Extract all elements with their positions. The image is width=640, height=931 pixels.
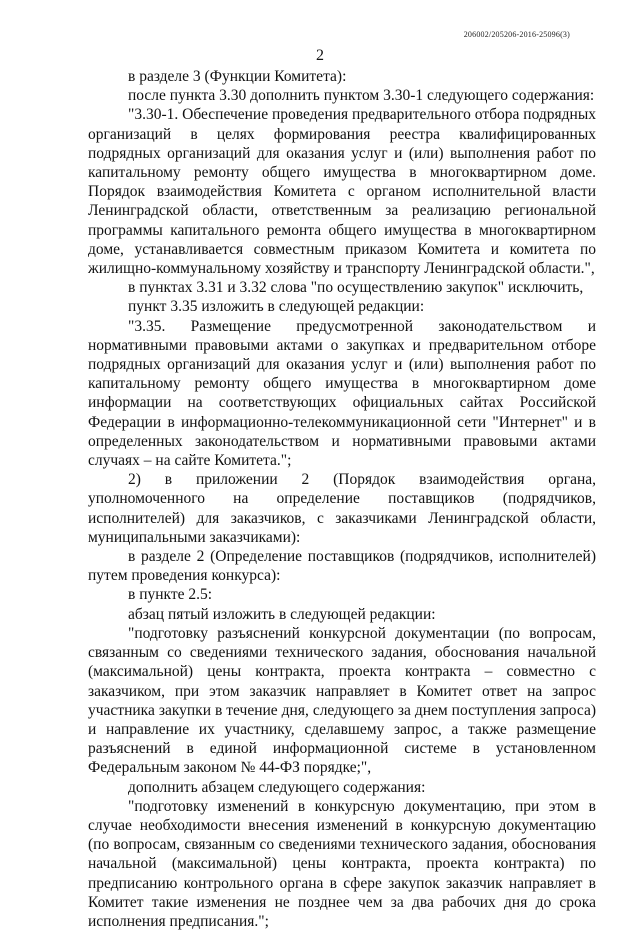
paragraph: в разделе 3 (Функции Комитета): [128, 68, 347, 85]
paragraph: дополнить абзацем следующего содержания: [128, 778, 426, 796]
paragraph: в пунктах 3.31 и 3.32 слова "по осуществлению закупок" исключить, [128, 279, 584, 297]
document-body [88, 67, 596, 931]
paragraph: 2) в приложении 2 (Порядок взаимодействия органа, уполномоченного на определение поставщиков (подрядчиков, исполнителей) для заказчиков, с заказчиками Ленинградской области, муниципальными заказчиками): [88, 471, 596, 546]
paragraph: "3.30-1. Обеспечение проведения предварительного отбора подрядных организаций в целях формирования реестра квалифицированных подрядных организаций для оказания услуг и (или) выполнения работ по капитальному ремонту общего имущества в многоквартирном доме. Порядок взаимодействия Комитета с органом исполнительной власти Ленинградской области, ответственным за реализацию региональной программы капитального ремонта общего имущества в многоквартирном доме, устанавливается совместным приказом Комитета и комитета по жилищно-коммунальному хозяйству и транспорту Ленинградской области.", [88, 106, 596, 278]
paragraph: "3.35. Размещение предусмотренной законодательством и нормативными правовыми актами о закупках и предварительном отборе подрядных организаций для оказания услуг и (или) выполнения работ по капитальному ремонту общего имущества в многоквартирном доме информации на соответствующих официальных сайтах Российской Федерации в информационно-телекоммуникационной сети "Интернет" и в определенных законодательством и нормативными правовыми актами случаях – на сайте Комитета."; [88, 317, 596, 470]
paragraph: в разделе 2 (Определение поставщиков (подрядчиков, исполнителей) путем проведения конкурса): [88, 548, 596, 585]
paragraph: "подготовку разъяснений конкурсной документации (по вопросам, связанным со сведениями технического задания, обоснования начальной (максимальной) цены контракта, проекта контракта – совместно с заказчиком, при этом заказчик направляет в Комитет ответ на запрос участника закупки в течение дня, следующего за днем поступления запроса) и направление их участнику, сделавшему запрос, а также размещение разъяснений в единой информационной системе в установленном Федеральным законом № 44-ФЗ порядке;", [88, 624, 596, 777]
paragraph: "подготовку изменений в конкурсную документацию, при этом в случае необходимости внесения изменений в конкурсную документацию (по вопросам, связанным со сведениями технического задания, обоснования начальной (максимальной) цены контракта, проекта контракта) по предписанию контрольного органа в сфере закупок заказчик направляет в Комитет такие изменения не позднее чем за два рабочих дня до срока исполнения предписания."; [88, 797, 596, 930]
document-id: 206002/205206-2016-25096(3) [463, 30, 570, 39]
page-number: 2 [316, 47, 324, 64]
paragraph: в пункте 2.5: [128, 586, 213, 604]
paragraph: пункт 3.35 изложить в следующей редакции: [128, 298, 425, 316]
paragraph: после пункта 3.30 дополнить пунктом 3.30-1 следующего содержания: [128, 87, 595, 105]
paragraph: абзац пятый изложить в следующей редакции: [128, 605, 436, 623]
